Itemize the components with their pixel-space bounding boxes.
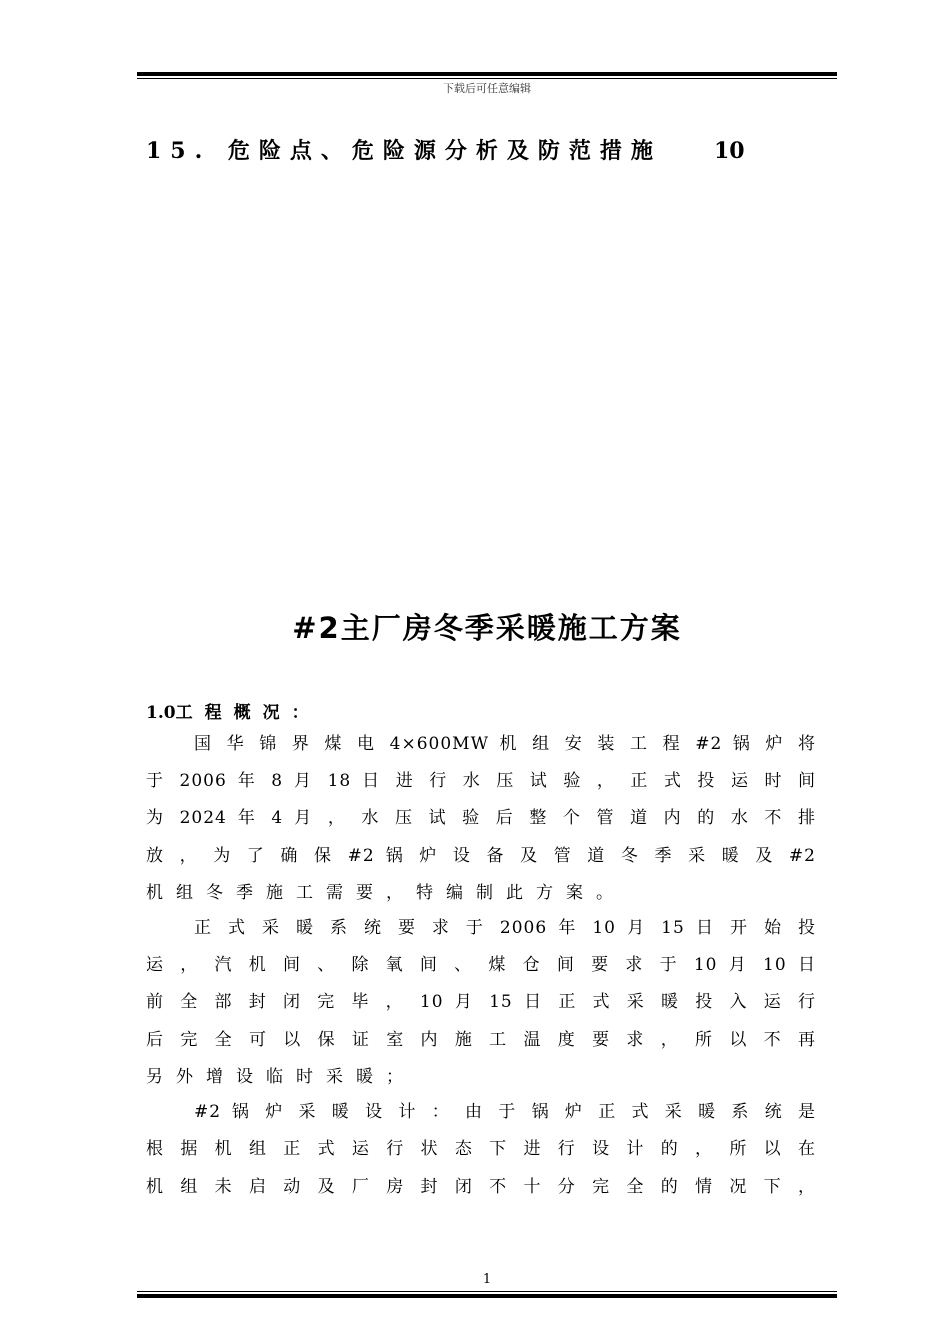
footer-rule-thin xyxy=(137,1291,837,1292)
body-line: 后 完 全 可 以 保 证 室 内 施 工 温 度 要 求 ， 所 以 不 再 xyxy=(146,1030,816,1050)
body-line: #2 锅 炉 采 暖 设 计 ： 由 于 锅 炉 正 式 采 暖 系 统 是 xyxy=(194,1102,816,1122)
header-rule-thick xyxy=(137,72,837,76)
body-line: 放 ， 为 了 确 保 #2 锅 炉 设 备 及 管 道 冬 季 采 暖 及 #2 xyxy=(146,846,816,866)
body-line: 前 全 部 封 闭 完 毕 ， 10 月 15 日 正 式 采 暖 投 入 运 行 xyxy=(146,992,816,1012)
toc-entry xyxy=(146,134,766,165)
page-number: 1 xyxy=(482,1272,492,1287)
header-note: 下载后可任意编辑 xyxy=(443,82,531,95)
header-rule-thin xyxy=(137,78,837,79)
toc-entry-page: 10 xyxy=(713,138,745,164)
body-line: 为 2024 年 4 月 ， 水 压 试 验 后 整 个 管 道 内 的 水 不 排 xyxy=(146,808,816,828)
body-line: 国 华 锦 界 煤 电 4×600MW 机 组 安 装 工 程 #2 锅 炉 将 xyxy=(194,734,816,754)
body-line: 机组冬季施工需要，特编制此方案。 xyxy=(146,883,626,903)
body-line: 于 2006 年 8 月 18 日 进 行 水 压 试 验 ， 正 式 投 运 时 间 xyxy=(146,771,816,791)
body-line: 运 ， 汽 机 间 、 除 氧 间 、 煤 仓 间 要 求 于 10 月 10 日 xyxy=(146,955,816,975)
section-number: 1.0 xyxy=(146,703,176,723)
body-line: 正 式 采 暖 系 统 要 求 于 2006 年 10 月 15 日 开 始 投 xyxy=(194,918,816,938)
footer-rule-thick xyxy=(137,1294,837,1298)
section-heading xyxy=(146,698,321,723)
document-title: #2主厂房冬季采暖施工方案 xyxy=(292,611,682,645)
toc-entry-text: 15. 危险点、危险源分析及防范措施 xyxy=(146,138,662,164)
section-label: 工程概况： xyxy=(175,703,321,723)
body-line: 另外增设临时采暖； xyxy=(146,1067,416,1087)
body-line: 根 据 机 组 正 式 运 行 状 态 下 进 行 设 计 的 ， 所 以 在 xyxy=(146,1139,816,1159)
body-line: 机 组 未 启 动 及 厂 房 封 闭 不 十 分 完 全 的 情 况 下 ， xyxy=(146,1177,816,1197)
